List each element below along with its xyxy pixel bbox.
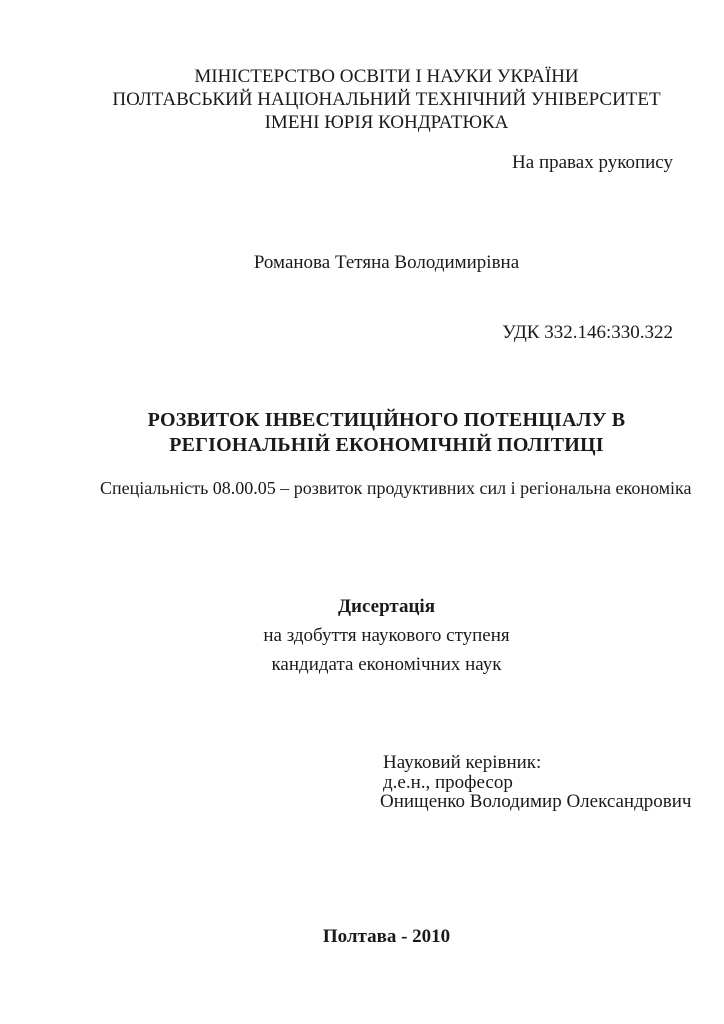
university-line: ПОЛТАВСЬКИЙ НАЦІОНАЛЬНИЙ ТЕХНІЧНИЙ УНІВЕРСИТЕТ xyxy=(112,89,661,110)
udc-code: УДК 332.146:330.322 xyxy=(502,322,673,343)
specialty-line: Спеціальність 08.00.05 – розвиток продуктивних сил і регіональна економіка xyxy=(100,478,692,498)
ministry-header xyxy=(100,65,673,134)
dissertation-title xyxy=(100,408,673,458)
manuscript-rights-note: На правах рукопису xyxy=(512,152,673,173)
dissertation-degree-block xyxy=(100,592,673,679)
supervisor-block xyxy=(380,753,691,812)
dissertation-label: Дисертація xyxy=(337,596,435,617)
ministry-line: МІНІСТЕРСТВО ОСВІТИ І НАУКИ УКРАЇНИ xyxy=(194,66,579,87)
supervisor-name: Онищенко Володимир Олександрович xyxy=(380,791,692,812)
degree-pursuit-line: на здобуття наукового ступеня xyxy=(263,625,510,646)
supervisor-degree: д.е.н., професор xyxy=(383,771,513,793)
city-year: Полтава - 2010 xyxy=(322,926,451,947)
supervisor-label: Науковий керівник: xyxy=(383,752,542,773)
degree-name-line: кандидата економічних наук xyxy=(271,654,502,675)
dissertation-title-line-1: РОЗВИТОК ІНВЕСТИЦІЙНОГО ПОТЕНЦІАЛУ В xyxy=(147,409,626,431)
university-name-line: ІМЕНІ ЮРІЯ КОНДРАТЮКА xyxy=(264,112,509,133)
author-name: Романова Тетяна Володимирівна xyxy=(253,252,520,273)
dissertation-title-line-2: РЕГІОНАЛЬНІЙ ЕКОНОМІЧНІЙ ПОЛІТИЦІ xyxy=(169,434,604,456)
